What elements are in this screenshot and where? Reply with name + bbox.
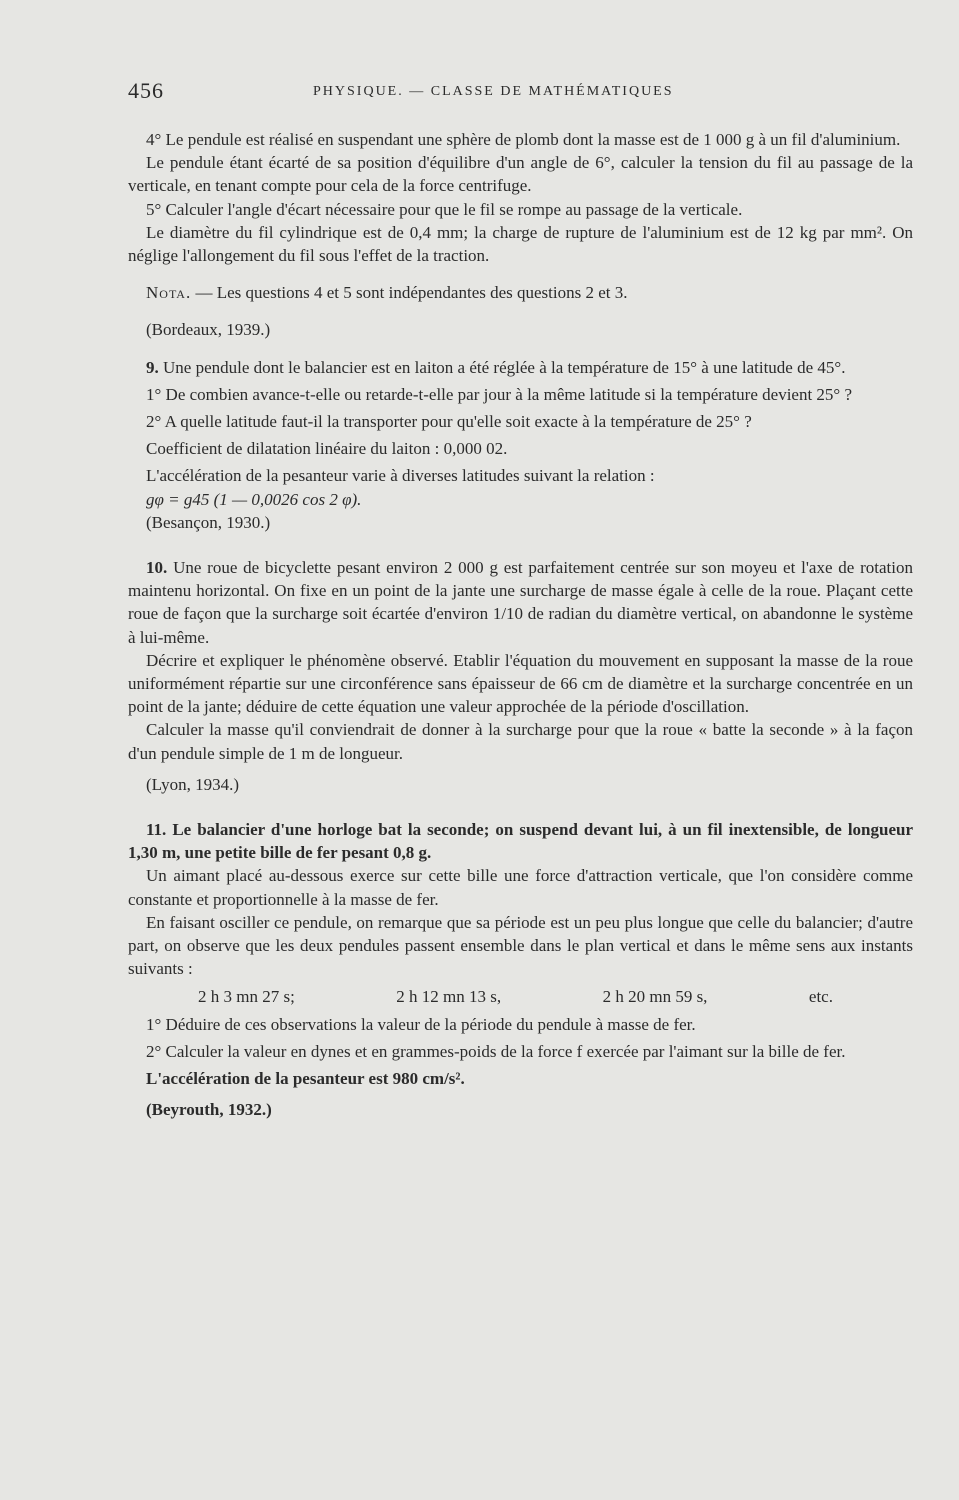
prob11-q2: 2° Calculer la valeur en dynes et en grammes-poids de la force f exercée par l'aimant sur la bille de fer. [146,1041,846,1061]
page-number: 456 [128,78,164,103]
time-item: 2 h 3 mn 27 s; [198,986,295,1006]
nota-label: Nota. [146,283,192,303]
spacer [128,1090,913,1098]
page-body [128,128,913,1121]
running-title: PHYSIQUE. — CLASSE DE MATHÉMATIQUES [313,84,674,99]
prob11-times [128,985,913,1009]
spacer [128,765,913,773]
prob8-nota [128,281,913,304]
prob11-accel: L'accélération de la pesanteur est 980 cm/s². [146,1068,465,1088]
time-item: 2 h 12 mn 13 s, [396,986,502,1006]
spacer [128,342,913,356]
prob9-formula: gφ = g45 (1 — 0,0026 cos 2 φ). [146,489,362,509]
prob9-source: (Besançon, 1930.) [146,512,271,532]
spacer [128,304,913,318]
prob11-number: 11. [146,820,167,840]
time-item: etc. [808,986,833,1006]
prob10-intro [128,556,913,649]
prob10-p2: Décrire et expliquer le phénomène observé. Etablir l'équation du mouvement en supposant la masse de la roue uniformément répartie sur une circonférence sans épaisseur de 66 cm de diamètre et la surcharge concentrée en un point de la jante; déduire de cette équation une valeur approchée de la période d'oscillation. [128,650,913,717]
prob8-q5-a: 5° Calculer l'angle d'écart nécessaire pour que le fil se rompe au passage de la verticale. [146,199,743,219]
prob8-q4-b: Le pendule étant écarté de sa position d'équilibre d'un angle de 6°, calculer la tension du fil au passage de la verticale, en tenant compte pour cela de la force centrifuge. [128,153,913,196]
prob9-intro [128,356,913,379]
prob11-source: (Beyrouth, 1932.) [146,1100,272,1120]
time-item: 2 h 20 mn 59 s, [602,986,708,1006]
prob11-intro-text: Le balancier d'une horloge bat la seconde; on suspend devant lui, à un fil inextensible, de longueur 1,30 m, une petite bille de fer pesant 0,8 g. [128,820,914,863]
prob9-coef: Coefficient de dilatation linéaire du laiton : 0,000 02. [146,439,508,459]
prob10-number: 10. [146,558,168,578]
prob9-q2: 2° A quelle latitude faut-il la transporter pour qu'elle soit exacte à la température de 25° ? [146,412,752,432]
prob9-intro-text: Une pendule dont le balancier est en laiton a été réglée à la température de 15° à une latitude de 45°. [163,357,846,377]
spacer [128,534,913,556]
prob11-p3: En faisant osciller ce pendule, on remarque que sa période est un peu plus longue que celle du balancier; d'autre part, on observe que les deux pendules passent ensemble dans le plan vertical et dans le même sens aux instants suivants : [128,912,913,979]
nota-text: — Les questions 4 et 5 sont indépendantes des questions 2 et 3. [195,283,628,303]
prob10-source: (Lyon, 1934.) [146,774,240,794]
spacer [128,796,913,818]
prob8-source: (Bordeaux, 1939.) [146,320,271,340]
running-header [128,78,913,112]
prob8-q5-b: Le diamètre du fil cylindrique est de 0,4 mm; la charge de rupture de l'aluminium est de 12 kg par mm². On néglige l'allongement du fil sous l'effet de la traction. [128,222,913,266]
prob11-p2: Un aimant placé au-dessous exerce sur cette bille une force d'attraction verticale, que l'on considère comme constante et proportionnelle à la masse de fer. [128,866,913,909]
prob11-q1: 1° Déduire de ces observations la valeur de la période du pendule à masse de fer. [146,1014,696,1034]
prob8-q4-a: 4° Le pendule est réalisé en suspendant une sphère de plomb dont la masse est de 1 000 g à un fil d'aluminium. [146,130,901,149]
prob10-p3: Calculer la masse qu'il conviendrait de donner à la surcharge pour que la roue « batte la seconde » à la façon d'un pendule simple de 1 m de longueur. [128,720,913,763]
prob9-accel: L'accélération de la pesanteur varie à diverses latitudes suivant la relation : [146,466,655,486]
prob10-intro-text: Une roue de bicyclette pesant environ 2 000 g est parfaitement centrée sur son moyeu et l'axe de rotation maintenu horizontal. On fixe en un point de la jante une surcharge de masse égale à celle de la roue. Plaçant cette roue de façon que la surcharge soit écartée d'environ 1/10 de radian du diamètre vertical, on abandonne le système à lui-même. [128,558,914,647]
prob11-intro [128,818,913,864]
spacer [128,267,913,281]
prob9-q1: 1° De combien avance-t-elle ou retarde-t-elle par jour à la même latitude si la température devient 25° ? [146,384,853,404]
prob9-number: 9. [146,357,159,377]
